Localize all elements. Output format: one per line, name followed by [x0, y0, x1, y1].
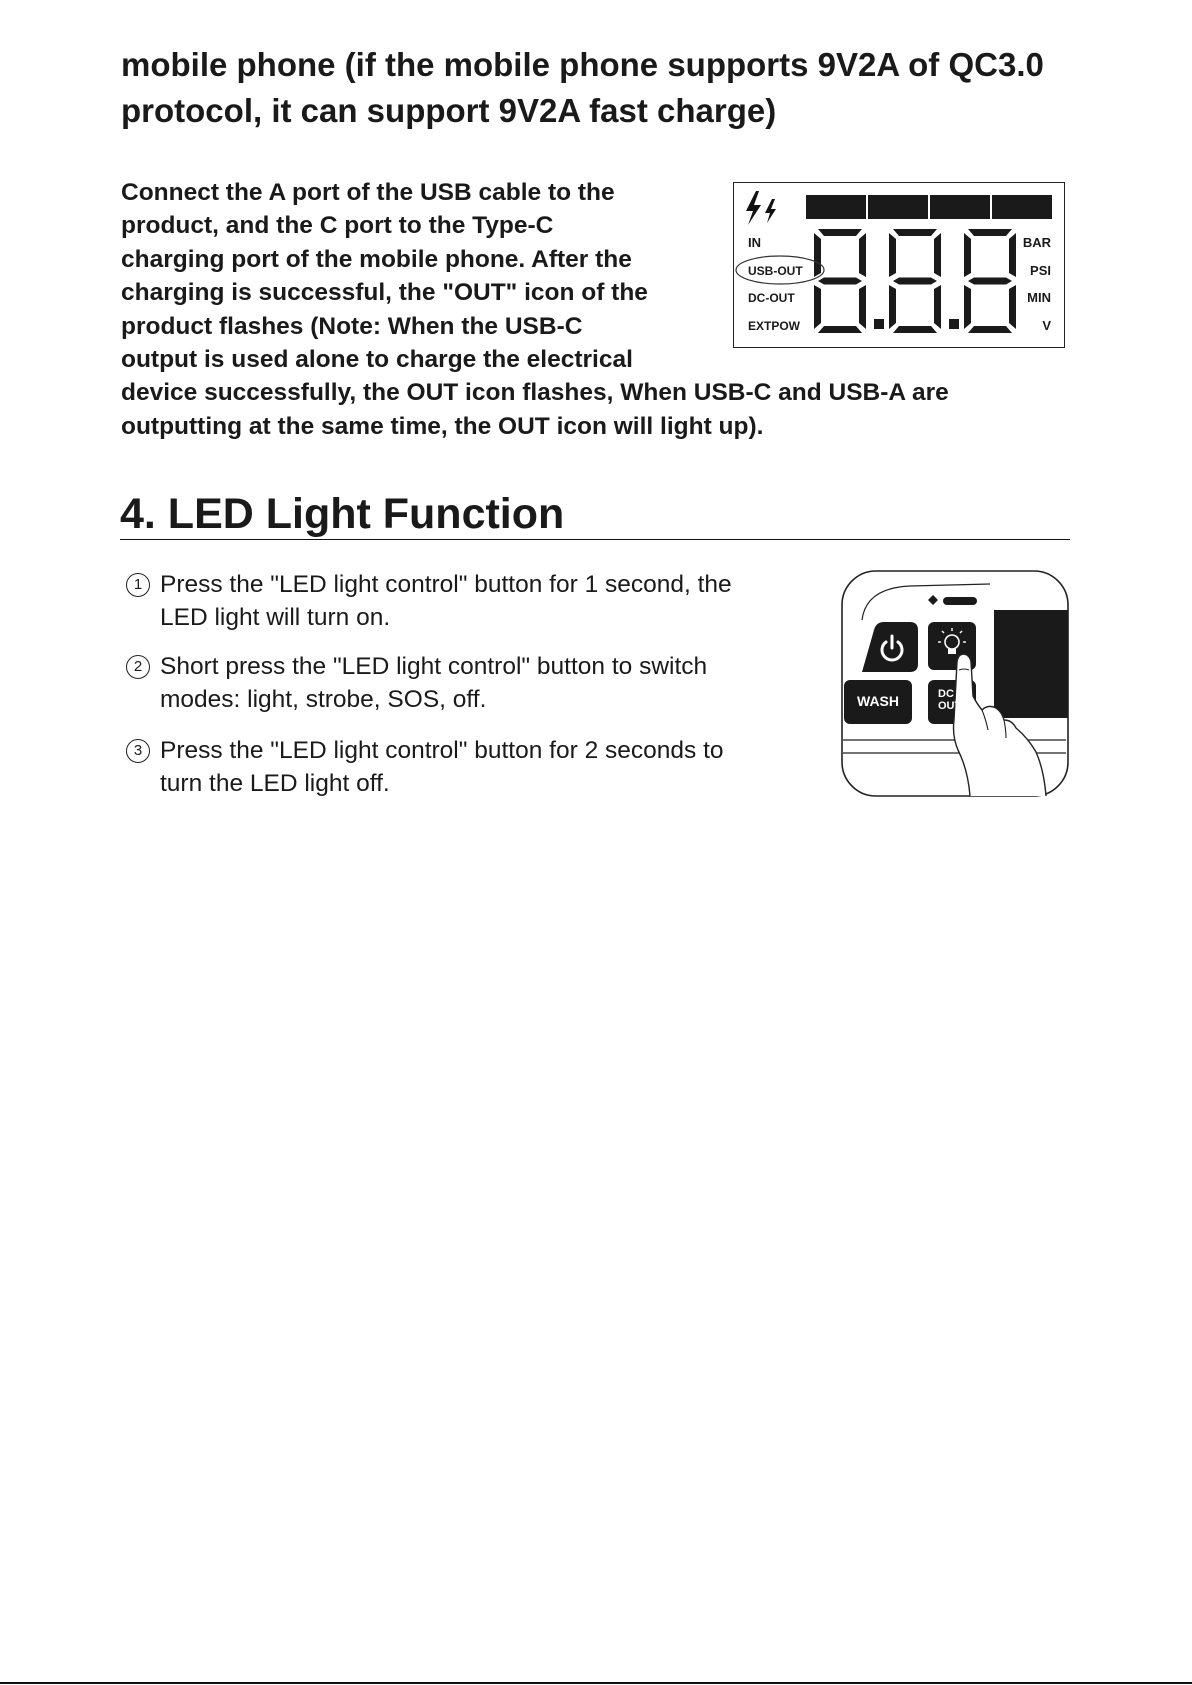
list-item	[126, 734, 724, 800]
intro-line: mobile phone (if the mobile phone supports 9V2A of QC3.0	[121, 46, 1044, 83]
charging-bolt-icon	[746, 191, 776, 225]
heading-divider	[120, 539, 1070, 540]
dc-out-label-line: DC	[938, 688, 954, 700]
lcd-display-illustration	[733, 182, 1065, 348]
para-line: outputting at the same time, the OUT icon will light up).	[121, 412, 764, 440]
page-bottom-border	[0, 1682, 1192, 1684]
step-number: 1	[126, 573, 150, 597]
para-line: charging is successful, the "OUT" icon of the	[121, 279, 648, 307]
step-number: 2	[126, 655, 150, 679]
step-line: turn the LED light off.	[160, 770, 390, 797]
list-item	[126, 650, 707, 716]
lcd-label-psi: PSI	[1030, 263, 1051, 278]
para-line: charging port of the mobile phone. After the	[121, 245, 632, 273]
step-line: modes: light, strobe, SOS, off.	[160, 686, 487, 713]
step-text	[126, 650, 707, 716]
step-line: LED light will turn on.	[160, 604, 391, 631]
step-number: 3	[126, 739, 150, 763]
step-line: Press the "LED light control" button for 2 seconds to	[160, 737, 724, 764]
lcd-label-v: V	[1042, 318, 1051, 333]
para-line: output is used alone to charge the electrical	[121, 346, 633, 374]
lcd-label-in: IN	[748, 235, 761, 250]
para-line: device successfully, the OUT icon flashes, When USB-C and USB-A are	[121, 379, 949, 407]
para-line: product flashes (Note: When the USB-C	[121, 312, 583, 340]
para-line: Connect the A port of the USB cable to the	[121, 179, 615, 206]
lcd-label-min: MIN	[1027, 290, 1051, 305]
lcd-label-bar: BAR	[1022, 235, 1051, 250]
step-line: Short press the "LED light control" button to switch	[160, 653, 708, 680]
section-heading: 4. LED Light Function	[120, 490, 565, 538]
dc-out-button-label	[938, 688, 968, 712]
control-panel-illustration	[840, 570, 1070, 798]
step-text	[126, 568, 732, 634]
lcd-label-usb-out: USB-OUT	[748, 264, 803, 278]
intro-text	[121, 42, 1081, 134]
battery-bar	[806, 195, 1052, 219]
seven-segment-digits	[814, 229, 1016, 333]
dc-out-label-line: OUT	[938, 700, 962, 712]
wash-button-label: WASH	[857, 693, 899, 709]
intro-line: protocol, it can support 9V2A fast charge)	[121, 92, 777, 129]
para-line: product, and the C port to the Type-C	[121, 212, 554, 240]
step-text	[126, 734, 724, 800]
list-item	[126, 568, 732, 634]
panel-graphics	[840, 570, 1070, 798]
lcd-label-extpow: EXTPOW	[748, 319, 801, 333]
display-block	[994, 610, 1068, 718]
step-line: Press the "LED light control" button for 1 second, the	[160, 571, 732, 598]
lcd-label-dc-out: DC-OUT	[748, 291, 795, 305]
